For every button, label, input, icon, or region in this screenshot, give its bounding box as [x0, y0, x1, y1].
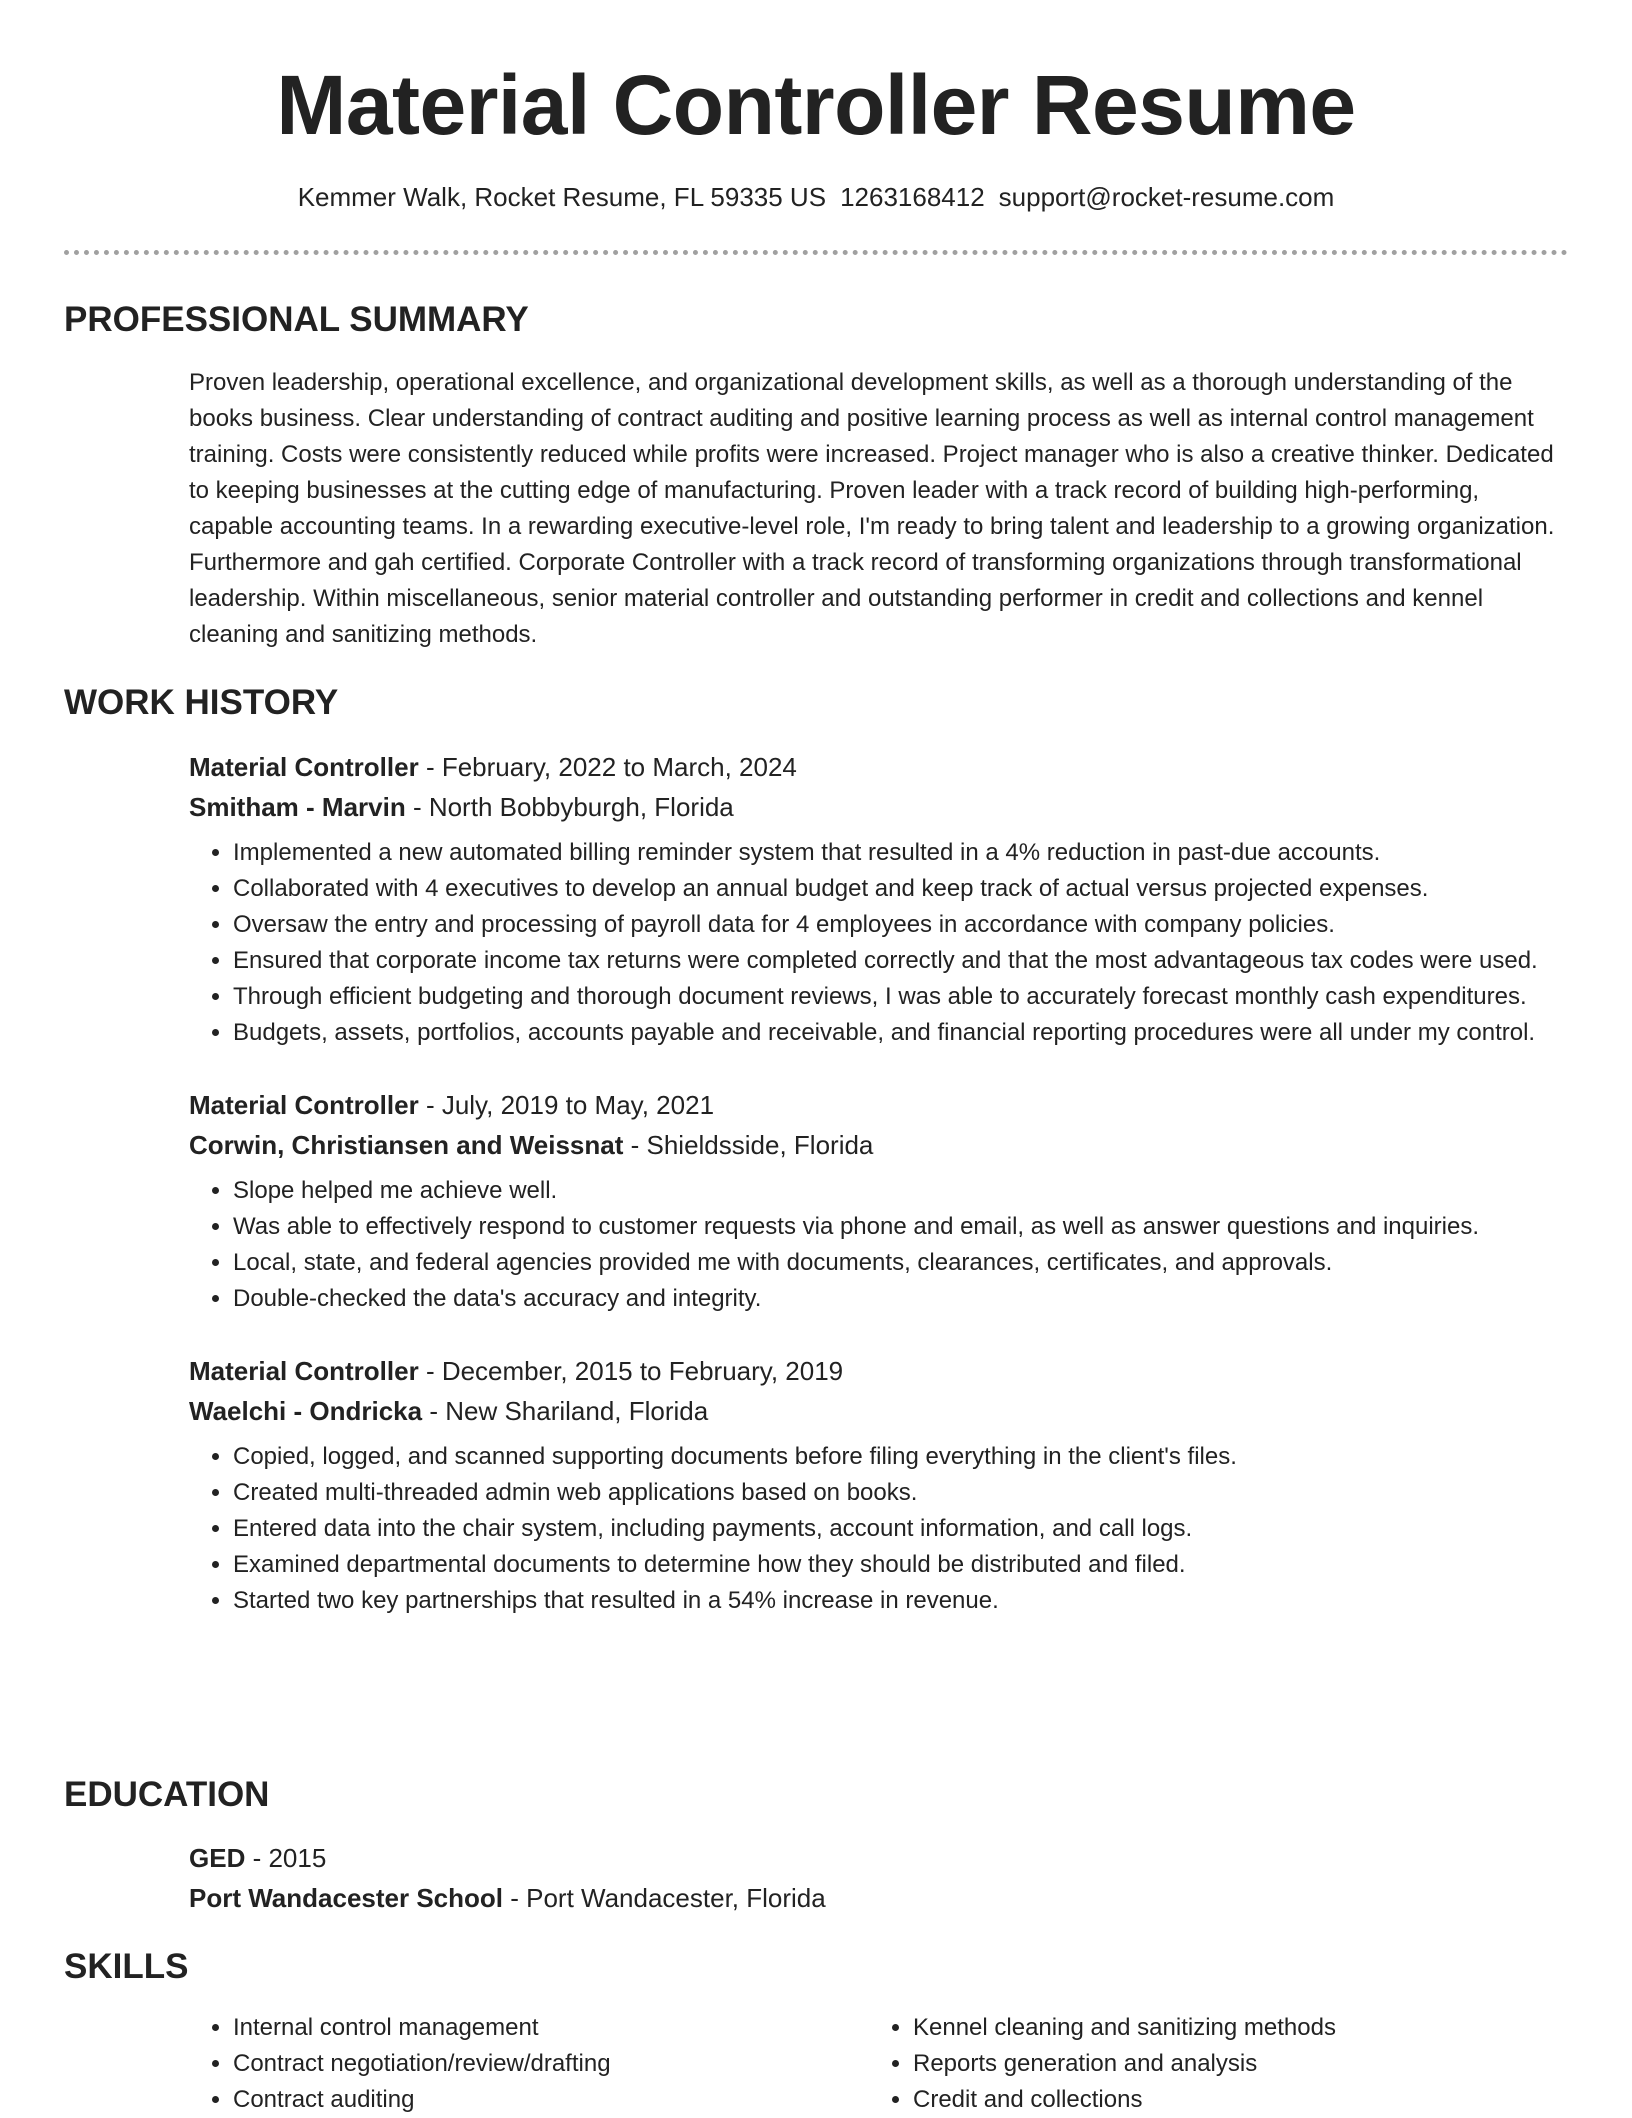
list-item: • Budgets, assets, portfolios, accounts payable and receivable, and financial reporting procedures were all under my control.: [233, 1015, 1569, 1051]
contact-phone: 1263168412: [840, 182, 985, 212]
education-year: - 2015: [245, 1843, 327, 1873]
list-item: • Double-checked the data's accuracy and integrity.: [233, 1281, 1569, 1317]
skill-item: • Contract negotiation/review/drafting: [233, 2046, 869, 2082]
education-location: - Port Wandacester, Florida: [503, 1883, 826, 1913]
list-item: • Oversaw the entry and processing of payroll data for 4 employees in accordance with company policies.: [233, 907, 1569, 943]
job-entry: [189, 747, 1569, 1051]
skills-column-left: [189, 2010, 869, 2118]
skill-item: • Contract auditing: [233, 2082, 869, 2118]
job-title: Material Controller: [189, 752, 419, 782]
list-item: • Ensured that corporate income tax returns were completed correctly and that the most advantageous tax codes were used.: [233, 943, 1569, 979]
job-company-line: [189, 787, 1569, 827]
education-heading: EDUCATION: [64, 1775, 270, 1814]
skills-section: [189, 2010, 1569, 2118]
job-bullets: [189, 1173, 1569, 1317]
education-section: [189, 1838, 1569, 1918]
job-company: Waelchi - Ondricka: [189, 1396, 423, 1426]
job-title: Material Controller: [189, 1090, 419, 1120]
job-company: Smitham - Marvin: [189, 792, 406, 822]
work-history-heading: WORK HISTORY: [64, 683, 339, 722]
contact-address: Kemmer Walk, Rocket Resume, FL 59335 US: [297, 182, 827, 212]
list-item: • Copied, logged, and scanned supporting documents before filing everything in the client's files.: [233, 1439, 1569, 1475]
list-item: • Collaborated with 4 executives to develop an annual budget and keep track of actual versus projected expenses.: [233, 871, 1569, 907]
job-title-line: [189, 1085, 1569, 1125]
education-school-line: [189, 1878, 1569, 1918]
job-entry: [189, 1351, 1569, 1619]
summary-text: Proven leadership, operational excellence, and organizational development skills, as well as a thorough understanding of the books business. Clear understanding of contract auditing and positive learning process as well as internal control management training. Costs were consistently reduced while profits were increased. Project manager who is also a creative thinker. Dedicated to keeping businesses at the cutting edge of manufacturing. Proven leader with a track record of building high-performing, capable accounting teams. In a rewarding executive-level role, I'm ready to bring talent and leadership to a growing organization. Furthermore and gah certified. Corporate Controller with a track record of transforming organizations through transformational leadership. Within miscellaneous, senior material controller and outstanding performer in credit and collections and kennel cleaning and sanitizing methods.: [189, 369, 1555, 648]
skill-item: • Credit and collections: [913, 2082, 1549, 2118]
education-degree: GED: [189, 1843, 246, 1873]
list-item: • Implemented a new automated billing reminder system that resulted in a 4% reduction in past-due accounts.: [233, 835, 1569, 871]
skills-heading: SKILLS: [64, 1947, 189, 1986]
contact-email: support@rocket-resume.com: [998, 182, 1335, 212]
job-company-line: [189, 1125, 1569, 1165]
job-dates: - February, 2022 to March, 2024: [418, 752, 797, 782]
job-location: - Shieldsside, Florida: [623, 1130, 874, 1160]
skills-column-right: [869, 2010, 1549, 2118]
list-item: • Created multi-threaded admin web applications based on books.: [233, 1475, 1569, 1511]
header-divider: [64, 250, 1568, 255]
job-bullets: [189, 835, 1569, 1051]
job-dates: - July, 2019 to May, 2021: [418, 1090, 715, 1120]
summary-section: [189, 365, 1569, 653]
work-history-section: [189, 747, 1569, 1653]
list-item: • Through efficient budgeting and thorough document reviews, I was able to accurately forecast monthly cash expenditures.: [233, 979, 1569, 1015]
job-company-line: [189, 1391, 1569, 1431]
skill-item: • Kennel cleaning and sanitizing methods: [913, 2010, 1549, 2046]
job-location: - North Bobbyburgh, Florida: [405, 792, 734, 822]
list-item: • Started two key partnerships that resulted in a 54% increase in revenue.: [233, 1583, 1569, 1619]
skill-item: • Internal control management: [233, 2010, 869, 2046]
list-item: • Was able to effectively respond to customer requests via phone and email, as well as answer questions and inquiries.: [233, 1209, 1569, 1245]
job-title-line: [189, 747, 1569, 787]
education-degree-line: [189, 1838, 1569, 1878]
job-bullets: [189, 1439, 1569, 1619]
job-title: Material Controller: [189, 1356, 419, 1386]
list-item: • Entered data into the chair system, including payments, account information, and call logs.: [233, 1511, 1569, 1547]
job-title-line: [189, 1351, 1569, 1391]
list-item: • Local, state, and federal agencies provided me with documents, clearances, certificates, and approvals.: [233, 1245, 1569, 1281]
list-item: • Examined departmental documents to determine how they should be distributed and filed.: [233, 1547, 1569, 1583]
skills-list-left: [189, 2010, 869, 2118]
summary-heading: PROFESSIONAL SUMMARY: [64, 300, 529, 339]
job-dates: - December, 2015 to February, 2019: [418, 1356, 844, 1386]
list-item: • Slope helped me achieve well.: [233, 1173, 1569, 1209]
skills-grid: [189, 2010, 1569, 2118]
job-company: Corwin, Christiansen and Weissnat: [189, 1130, 624, 1160]
education-school: Port Wandacester School: [189, 1883, 503, 1913]
job-location: - New Shariland, Florida: [422, 1396, 709, 1426]
skills-list-right: [869, 2010, 1549, 2118]
contact-line: [0, 180, 1632, 214]
page-title: Material Controller Resume: [276, 58, 1356, 152]
skill-item: • Reports generation and analysis: [913, 2046, 1549, 2082]
job-entry: [189, 1085, 1569, 1317]
